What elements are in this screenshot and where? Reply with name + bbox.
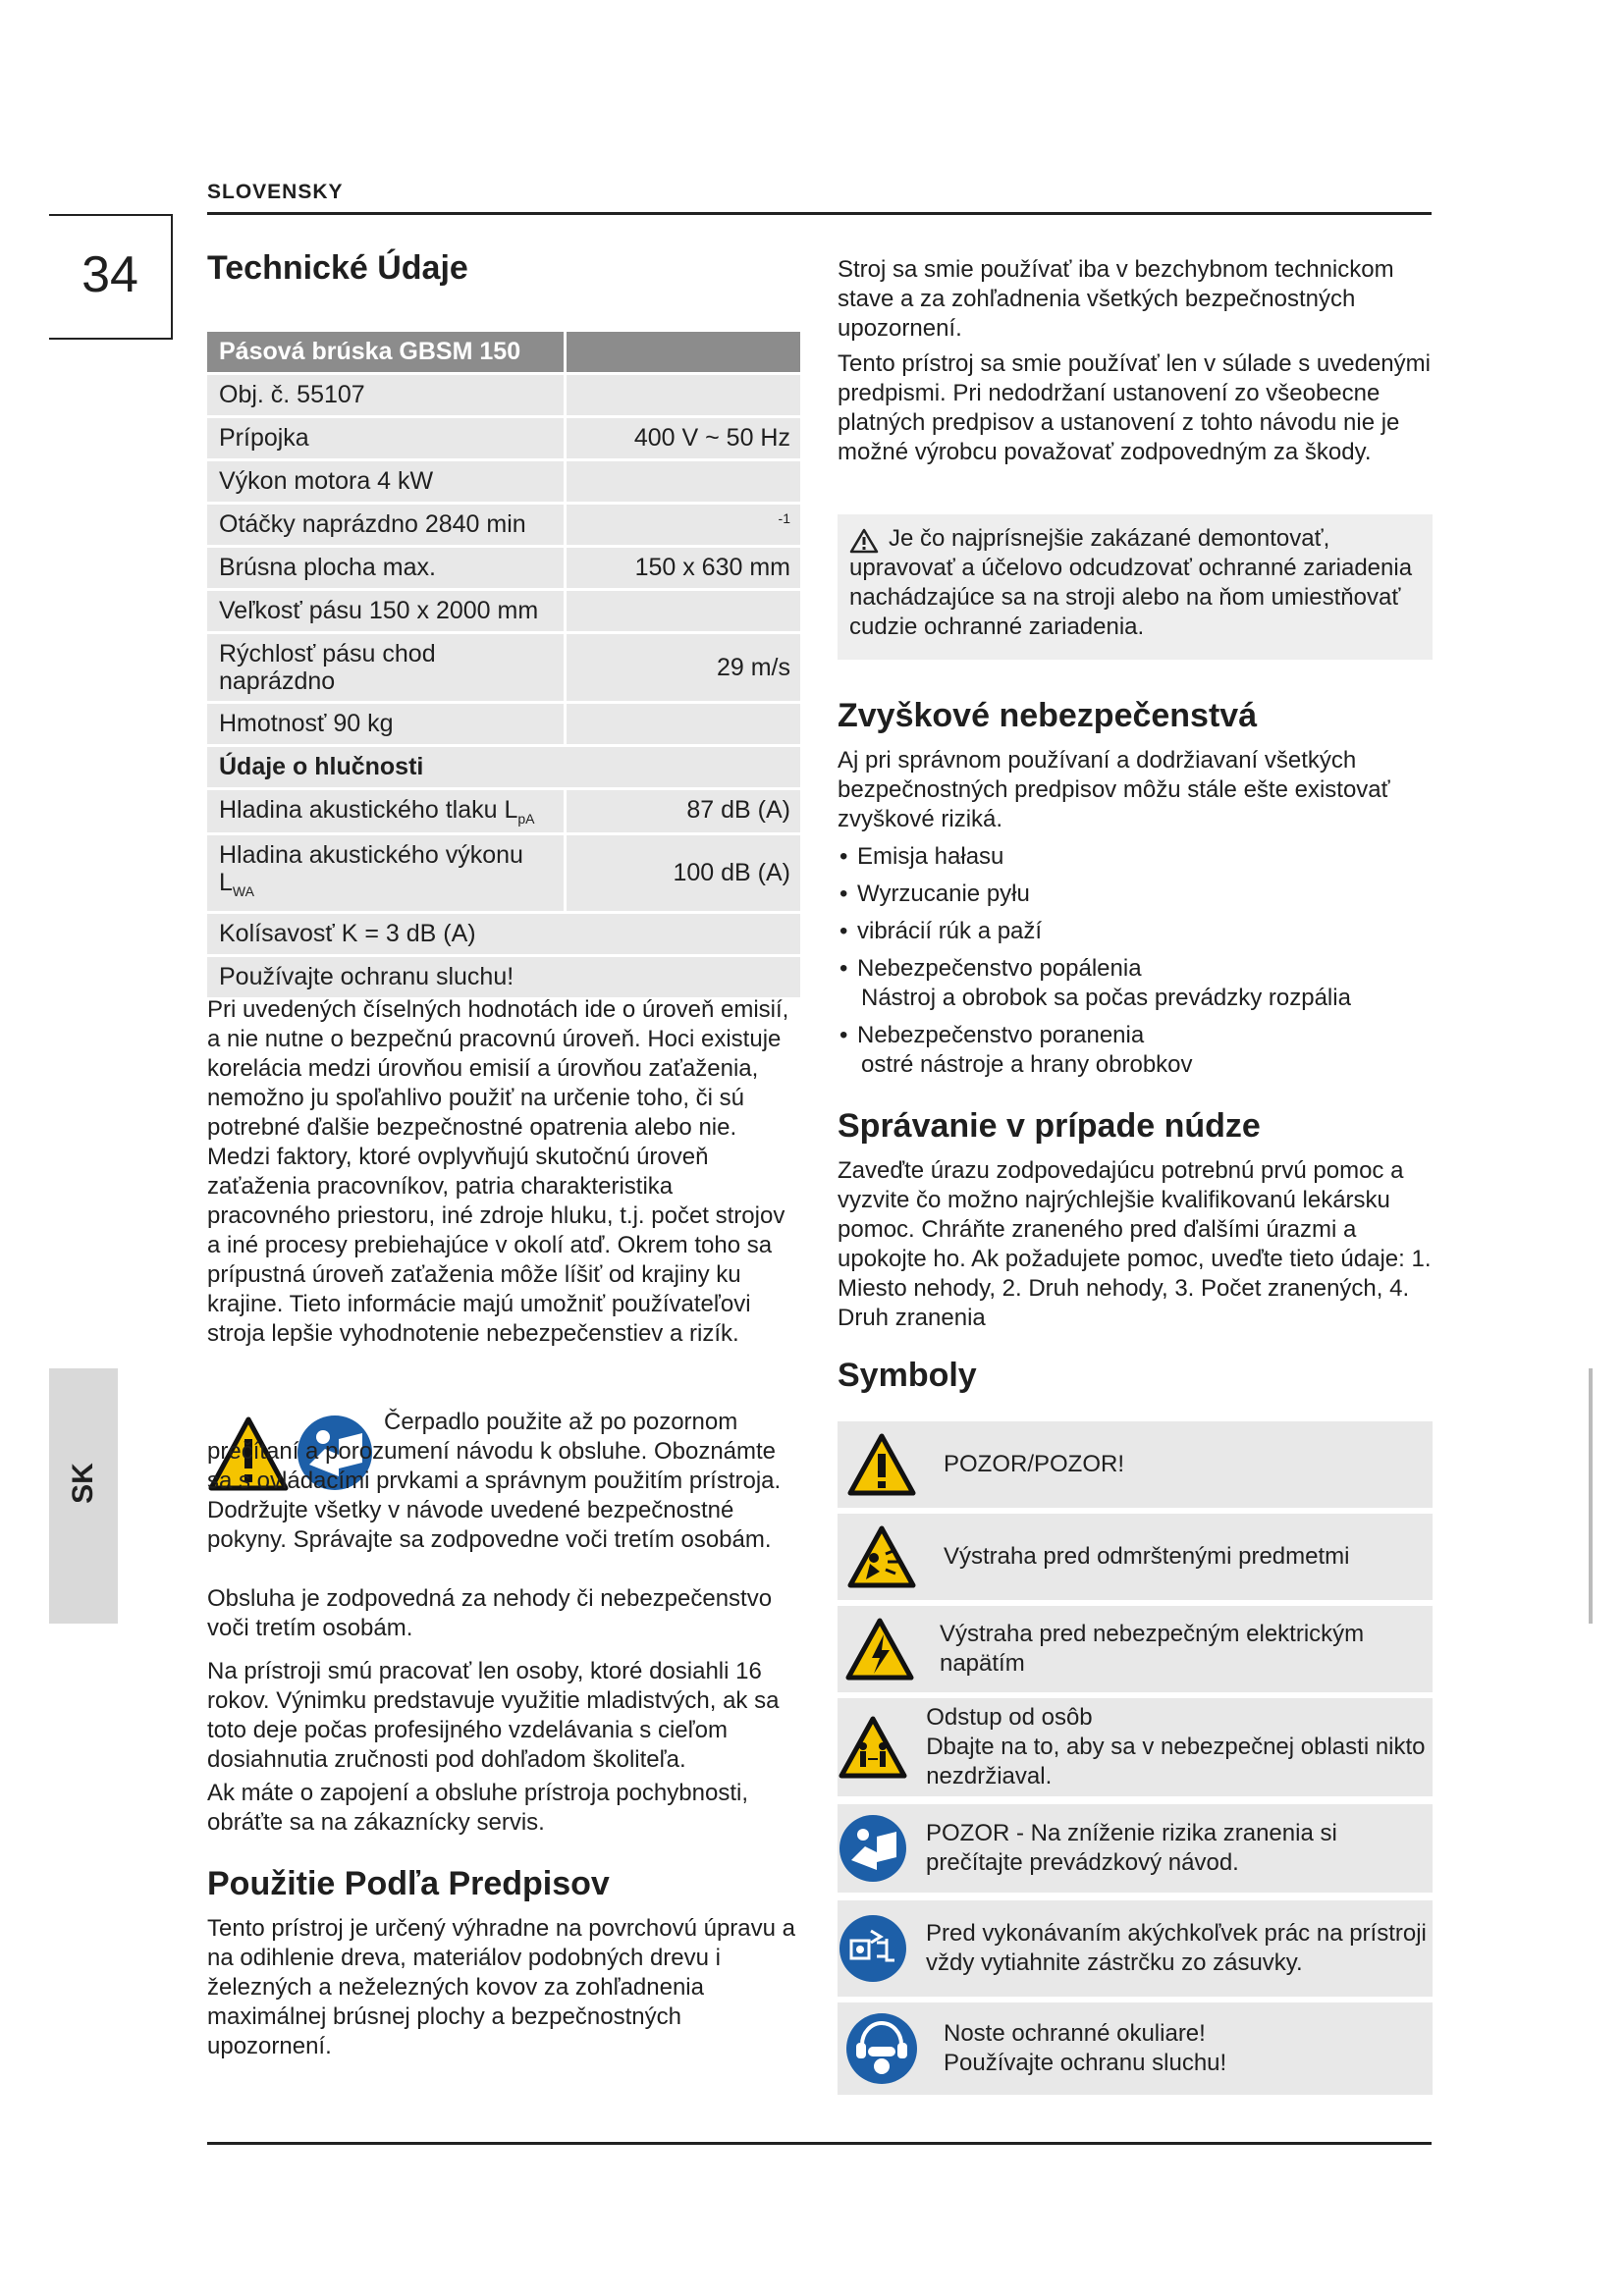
table-row: [207, 957, 800, 1000]
table-header: Pásová brúska GBSM 150: [207, 332, 567, 372]
service-paragraph: Ak máte o zapojení a obsluhe prístroja pochybnosti, obráťte sa na zákaznícky servis.: [207, 1780, 748, 1836]
goggles-ear-protection-icon: [844, 2011, 919, 2086]
liability-paragraph: Tento prístroj sa smie používať len v súlade s uvedenými predpismi. Pri nedodržaní ustanovení zo všeobecne platných predpisov a ustanovení z tohto návodu nie je možné výrobcu považovať zodpovedným za škody.: [838, 350, 1431, 465]
row-value: [567, 375, 800, 415]
condition-paragraph: Stroj sa smie používať iba v bezchybnom technickom stave a za zohľadnenia všetkých bezpečnostných upozornení.: [838, 256, 1394, 342]
table-row: [207, 505, 800, 548]
table-row: [207, 548, 800, 591]
pump-paragraph: Čerpadlo použite až po pozornom prečítaní a porozumení návodu k obsluhe. Oboznámte sa s ovládacími prvkami a správnym použitím prístroja. Dodržujte všetky v návode uvedené bezpečnostné pokyny. Správajte sa zodpovedne voči tretím osobám.: [207, 1409, 782, 1553]
symbols-title: Symboly: [838, 1357, 977, 1394]
row-key: Hladina akustického výkonu L: [219, 841, 523, 896]
hearing-text: Používajte ochranu sluchu!: [219, 963, 514, 990]
symbol-row: [838, 1804, 1433, 1893]
table-header-row: [207, 332, 800, 375]
page-number: 34: [81, 246, 138, 303]
noise-title: Údaje o hlučnosti: [219, 753, 424, 780]
row-value: 29 m/s: [716, 653, 790, 681]
table-row: [207, 375, 800, 418]
list-item: • Wyrzucanie pyłu: [838, 880, 1433, 909]
table-row: [207, 914, 800, 957]
row-key: Brúsna plocha max.: [207, 548, 567, 588]
edge-mark: [1589, 1368, 1593, 1624]
tech-title: Technické Údaje: [207, 249, 468, 287]
symbol-text: Výstraha pred odmrštenými predmetmi: [944, 1543, 1350, 1570]
table-row: [207, 634, 800, 704]
row-key: Výkon motora 4 kW: [207, 461, 567, 502]
emission-paragraph: Pri uvedených číselných hodnotách ide o úroveň emisií, a nie nutne o bezpečnú pracovnú úroveň. Hoci existuje korelácia medzi úrovňou emisií a úrovňou zaťaženia, nemožno ju spoľahlivo použiť na určenie toho, či sú potrebné ďalšie bezpečnostné opatrenia alebo nie. Medzi faktory, ktoré ovplyvňujú skutočnú úroveň zaťaženia pracovníkov, patria charakteristika pracovného priestoru, iné zdroje hluku, t.j. počet strojov a iné procesy prebiehajúce v okolí atď. Okrem toho sa prípustná úroveň zaťaženia môže líšiť od krajiny ku krajine. Tieto informácie majú umožniť používateľovi stroja lepšie vyhodnotenie nebezpečenstiev a rizík.: [207, 996, 789, 1347]
symbol-row: [838, 1514, 1433, 1600]
emergency-title: Správanie v prípade núdze: [838, 1107, 1261, 1145]
symbol-row: [838, 1606, 1433, 1692]
table-row: [207, 835, 800, 914]
row-value: [567, 591, 800, 631]
row-value: 87 dB (A): [686, 796, 790, 824]
list-item: • vibrácií rúk a paží: [838, 917, 1433, 946]
warning-outline-icon: [849, 528, 879, 554]
residual-list: [838, 842, 1433, 1088]
symbol-text: POZOR - Na zníženie rizika zranenia si prečítajte prevádzkový návod.: [926, 1820, 1337, 1876]
symbol-text: Pred vykonávaním akýchkoľvek prác na prístroji vždy vytiahnite zástrčku zo zásuvky.: [926, 1920, 1427, 1976]
row-value: 150 x 630 mm: [634, 554, 790, 581]
row-value: -1: [778, 510, 790, 526]
row-key: Prípojka: [207, 418, 567, 458]
row-key: Rýchlosť pásu chod naprázdno: [207, 634, 567, 701]
tech-table: [207, 332, 800, 1000]
row-key: Obj. č. 55107: [207, 375, 567, 415]
table-row: [207, 704, 800, 747]
variance-text: Kolísavosť K = 3 dB (A): [219, 920, 476, 947]
row-subscript: pA: [517, 811, 535, 827]
row-key: Otáčky naprázdno 2840 min: [207, 505, 567, 545]
operator-paragraph: Obsluha je zodpovedná za nehody či nebezpečenstvo voči tretím osobám.: [207, 1585, 773, 1641]
row-subscript: WA: [232, 883, 254, 899]
symbol-text: Odstup od osôb Dbajte na to, aby sa v nebezpečnej oblasti nikto nezdržiaval.: [926, 1704, 1426, 1789]
symbol-row: [838, 1698, 1433, 1796]
usage-title: Použitie Podľa Predpisov: [207, 1865, 610, 1902]
list-item: [838, 1021, 1433, 1080]
symbol-text: POZOR/POZOR!: [944, 1451, 1125, 1477]
table-row: [207, 418, 800, 461]
row-value: [567, 704, 800, 744]
symbol-row: [838, 2002, 1433, 2095]
row-key: Veľkosť pásu 150 x 2000 mm: [207, 591, 567, 631]
emergency-paragraph: Zaveďte úrazu zodpovedajúcu potrebnú prvú pomoc a vyzvite čo možno najrýchlejšie kvalifikovanú lekársku pomoc. Chráňte zraneného pred ďalšími úrazmi a upokojte ho. Ak požadujete pomoc, uveďte tieto údaje: 1. Miesto nehody, 2. Druh nehody, 3. Počet zranených, 4. Druh zranenia: [838, 1157, 1432, 1331]
symbol-text: Výstraha pred nebezpečným elektrickým napätím: [939, 1621, 1365, 1677]
warning-icon: [846, 1432, 917, 1497]
row-value: [567, 461, 800, 502]
row-key: Hladina akustického tlaku L: [219, 796, 518, 824]
table-row: [207, 790, 800, 835]
warning-text: Je čo najprísnejšie zakázané demontovať, upravovať a účelovo odcudzovať ochranné zariadenia nachádzajúce sa na stroji alebo na ňom umiestňovať cudzie ochranné zariadenia.: [849, 525, 1413, 640]
read-manual-icon: [838, 1813, 908, 1884]
table-row: [207, 591, 800, 634]
table-row: [207, 461, 800, 505]
list-item: [838, 954, 1433, 1013]
row-key: Hmotnosť 90 kg: [207, 704, 567, 744]
age-paragraph: Na prístroji smú pracovať len osoby, ktoré dosiahli 16 rokov. Výnimku predstavuje využitie mladistvých, ak sa toto deje počas profesijného vzdelávania s cieľom dosiahnutia zručnosti pod dohľadom školiteľa.: [207, 1658, 780, 1773]
list-item-title: Nebezpečenstvo poranenia: [857, 1022, 1145, 1048]
header-rule: [207, 212, 1432, 215]
warning-box: [838, 514, 1433, 660]
symbol-row: [838, 1900, 1433, 1997]
language-side-tab: [49, 1368, 118, 1624]
side-tab-label: SK: [67, 1463, 99, 1504]
usage-paragraph: Tento prístroj je určený výhradne na povrchovú úpravu a na odihlenie dreva, materiálov podobných drevu i železných a neželezných kovov za zohľadnenia maximálnej brúsnej plochy a bezpečnostných upozornení.: [207, 1915, 796, 2059]
list-item-title: Nebezpečenstvo popálenia: [857, 955, 1142, 982]
noise-title-row: [207, 747, 800, 790]
list-item-detail: ostré nástroje a hrany obrobkov: [861, 1051, 1193, 1078]
footer-rule: [207, 2142, 1432, 2145]
flying-objects-icon: [846, 1524, 917, 1589]
electric-hazard-icon: [844, 1617, 915, 1682]
residual-title: Zvyškové nebezpečenstvá: [838, 697, 1258, 734]
list-item-detail: Nástroj a obrobok sa počas prevádzky rozpália: [861, 985, 1351, 1011]
residual-intro: Aj pri správnom používaní a dodržiavaní všetkých bezpečnostných predpisov môžu stále ešte existovať zvyškové riziká.: [838, 747, 1390, 832]
language-label: SLOVENSKY: [207, 181, 344, 203]
row-value: 100 dB (A): [673, 859, 790, 886]
symbol-text: Noste ochranné okuliare! Používajte ochranu sluchu!: [944, 2020, 1227, 2076]
row-value: 400 V ~ 50 Hz: [633, 424, 790, 452]
symbol-row: [838, 1421, 1433, 1508]
list-item: • Emisja hałasu: [838, 842, 1433, 872]
unplug-icon: [838, 1913, 908, 1984]
keep-distance-icon: [838, 1715, 908, 1780]
